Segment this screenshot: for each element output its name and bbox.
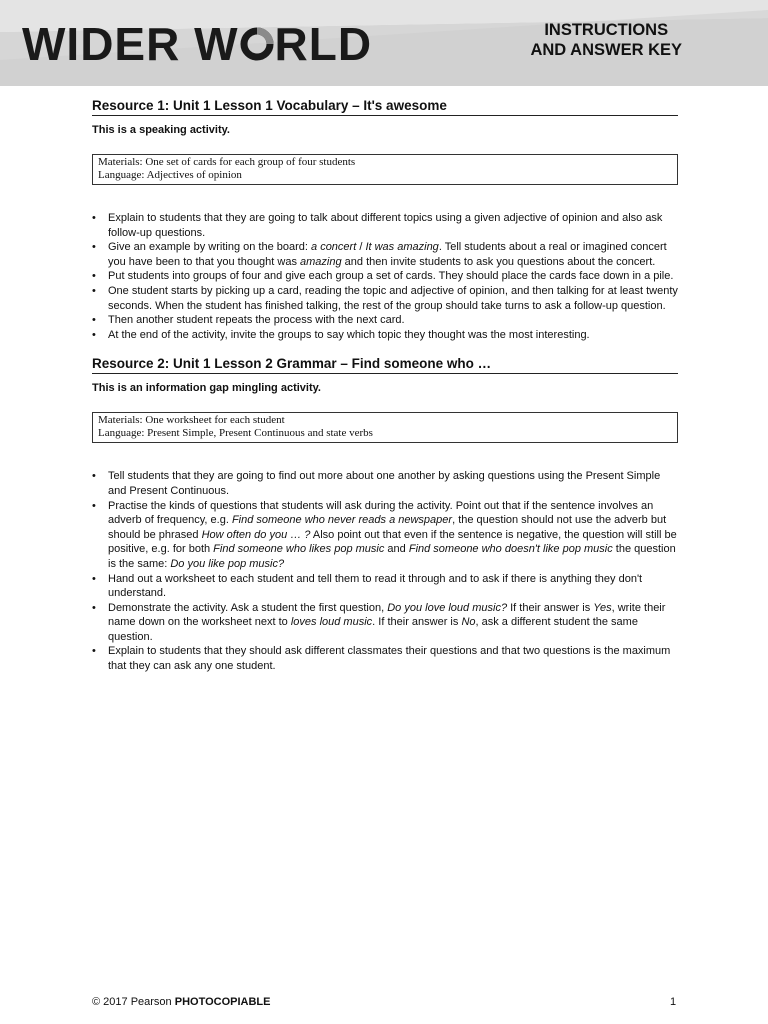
logo-text-part1: WIDER W [22, 18, 239, 70]
instruction-bullet [92, 284, 678, 313]
title-line-1: INSTRUCTIONS [544, 21, 669, 39]
bullet-text: , the question should not use the adverb but should be phrased [108, 514, 667, 541]
italic-example-text: Find someone who never reads a newspaper [231, 514, 453, 527]
instruction-bullet [92, 601, 678, 645]
italic-example-text: Find someone who likes pop music [213, 543, 385, 556]
materials-box [92, 154, 678, 185]
language-line: Language: Adjectives of opinion [98, 169, 242, 181]
italic-example-text: Do you love loud music? [387, 601, 508, 614]
instruction-bullet [92, 328, 678, 343]
wider-world-logo [22, 20, 372, 68]
italic-example-text: Find someone who doesn't like pop music [408, 543, 613, 556]
instruction-list [92, 469, 678, 673]
section-intro: This is an information gap mingling activity. [92, 382, 321, 395]
bullet-text: Tell students that they are going to find out more about one another by asking questions using the Present Simple and Present Continuous. [108, 470, 661, 497]
italic-example-text: a concert [311, 241, 357, 254]
materials-line: Materials: One worksheet for each student [98, 414, 285, 427]
bullet-text: and then invite students to ask you questions about the concert. [341, 255, 656, 268]
materials-line: Materials: One set of cards for each group of four students [98, 156, 356, 168]
instruction-bullet [92, 211, 678, 240]
bullet-text: , write their name down on the worksheet next to [108, 601, 666, 629]
materials-box [92, 412, 678, 443]
instruction-list [92, 211, 678, 342]
bullet-text: Also point out that even if the sentence is negative, the question will still be positive, e.g. for both [108, 528, 677, 556]
bullet-text: At the end of the activity, invite the groups to say which topic they thought was the most interesting. [108, 328, 590, 341]
language-line: Language: Present Simple, Present Continuous and state verbs [98, 427, 373, 440]
bullet-text: / [356, 241, 366, 254]
italic-example-text: Do you like pop music? [170, 557, 285, 570]
page-number: 1 [670, 996, 677, 1008]
bullet-text: . Tell students about a real or imagined concert you have been to that you thought was [108, 241, 667, 268]
photocopiable-label: PHOTOCOPIABLE [174, 996, 271, 1008]
bullet-text: Demonstrate the activity. Ask a student the first question, [108, 601, 388, 614]
bullet-text: One student starts by picking up a card, reading the topic and adjective of opinion, and then talking for at least twenty seconds. When the student has finished talking, the rest of the group should take turns to ask a follow-up question. [108, 284, 678, 312]
logo-text-part2: RLD [274, 18, 373, 70]
instruction-bullet [92, 240, 678, 269]
instruction-bullet [92, 313, 678, 328]
italic-example-text: amazing [300, 255, 342, 268]
instruction-bullet [92, 269, 678, 284]
italic-example-text: loves loud music [290, 616, 373, 629]
copyright-text: © 2017 Pearson [92, 996, 172, 1008]
resource-section-1 [92, 98, 678, 342]
bullet-text: Hand out a worksheet to each student and tell them to read it through and to ask if there is anything they don't understand. [108, 572, 643, 600]
bullet-text: the question is the same: [108, 543, 676, 570]
title-line-2: AND ANSWER KEY [530, 41, 682, 59]
bullet-text: Put students into groups of four and give each group a set of cards. They should place the cards face down in a pile. [108, 270, 674, 283]
resource-section-2 [92, 356, 678, 673]
italic-example-text: It was amazing [365, 241, 439, 254]
bullet-text: If their answer is [507, 601, 594, 614]
section-title: Resource 2: Unit 1 Lesson 2 Grammar – Find someone who … [92, 356, 678, 374]
bullet-text: Give an example by writing on the board: [108, 241, 312, 254]
italic-example-text: No [461, 616, 476, 629]
bullet-text: and [384, 543, 409, 556]
bullet-text: Explain to students that they should ask different classmates their questions and that two questions is the maximum that they can ask any one student. [108, 645, 671, 673]
footer-copyright [92, 996, 271, 1008]
instruction-bullet [92, 644, 678, 673]
instruction-bullet [92, 469, 678, 498]
bullet-text: Explain to students that they are going to talk about different topics using a given adjective of opinion and also ask follow-up questions. [108, 212, 663, 239]
globe-o-icon [240, 27, 274, 61]
instruction-bullet [92, 499, 678, 572]
bullet-text: , ask a different student the same question. [108, 616, 638, 643]
italic-example-text: How often do you … ? [201, 528, 311, 541]
bullet-text: . If their answer is [372, 616, 462, 629]
italic-example-text: Yes [593, 601, 612, 614]
bullet-text: Then another student repeats the process with the next card. [108, 314, 405, 327]
instruction-bullet [92, 572, 678, 601]
document-type-title [530, 20, 682, 60]
bullet-text: Practise the kinds of questions that students will ask during the activity. Point out that if the sentence involves an adverb of frequency, e.g. [108, 499, 654, 527]
main-content [92, 98, 678, 688]
section-title: Resource 1: Unit 1 Lesson 1 Vocabulary – It's awesome [92, 98, 678, 116]
section-intro: This is a speaking activity. [92, 124, 230, 136]
